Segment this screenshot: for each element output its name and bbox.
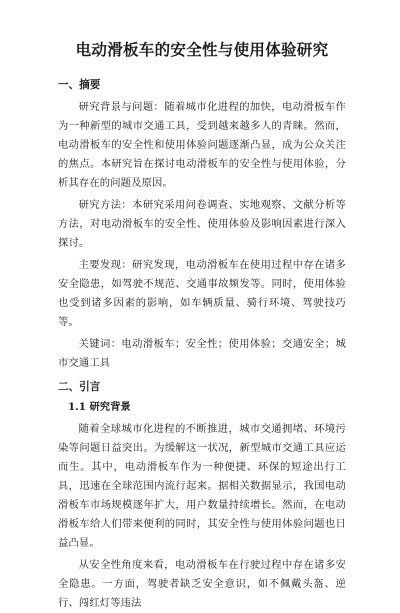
intro-background-paragraph: 随着全球城市化进程的不断推进，城市交通拥堵、环境污染等问题日益突出。为缓解这一状况，新型城市交通工具应运而生。其中，电动滑板车作为一种便捷、环保的短途出行工具，迅速在全球范围内流行起来。据相关数据显示，我国电动滑板车市场规模逐年扩大，用户数量持续增长。然而，在电动滑板车给人们带来便利的同时，其安全性与使用体验问题也日益凸显。 — [58, 423, 346, 549]
subsection-heading-background: 1.1 研究背景 — [68, 401, 131, 413]
abstract-findings-paragraph: 主要发现：研究发现，电动滑板车在使用过程中存在诸多安全隐患，如驾驶不规范、交通事故频发等。同时，使用体验也受到诸多因素的影响，如车辆质量、骑行环境、驾驶技巧等。 — [58, 259, 346, 328]
intro-safety-paragraph: 从安全性角度来看，电动滑板车在行驶过程中存在诸多安全隐患。一方面，驾驶者缺乏安全意识，如不佩戴头盔、逆行、闯红灯等违法 — [58, 559, 346, 609]
section-heading-abstract: 一、摘要 — [58, 79, 101, 91]
document-title: 电动滑板车的安全性与使用体验研究 — [75, 40, 329, 59]
abstract-method-paragraph: 研究方法：本研究采用问卷调查、实地观察、文献分析等方法，对电动滑板车的安全性、使用体验及影响因素进行深入探讨。 — [58, 199, 346, 249]
keywords-paragraph: 关键词：电动滑板车；安全性；使用体验；交通安全；城市交通工具 — [58, 338, 346, 369]
section-heading-intro: 二、引言 — [58, 381, 101, 393]
abstract-background-paragraph: 研究背景与问题：随着城市化进程的加快，电动滑板车作为一种新型的城市交通工具，受到越来越多人的青睐。然而，电动滑板车的安全性和使用体验问题逐渐凸显，成为公众关注的焦点。本研究旨在探讨电动滑板车的安全性与使用体验，分析其存在的问题及原因。 — [58, 101, 346, 189]
